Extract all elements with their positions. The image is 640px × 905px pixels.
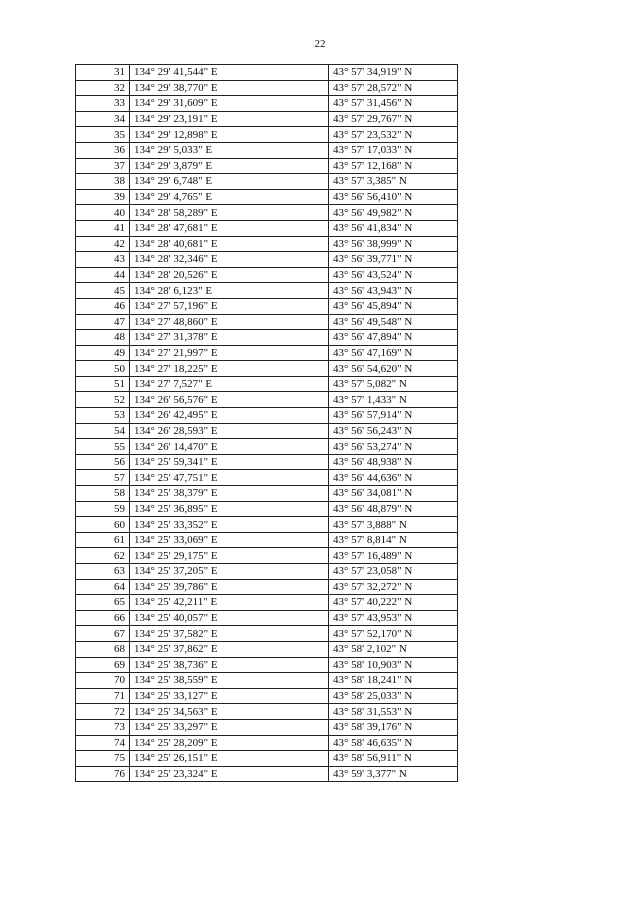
longitude-cell: 134° 29' 31,609" E (130, 96, 329, 112)
point-number-cell: 39 (76, 189, 130, 205)
table-row (76, 517, 458, 533)
latitude-cell: 43° 56' 48,938" N (329, 454, 458, 470)
latitude-cell: 43° 56' 44,636" N (329, 470, 458, 486)
point-number-cell: 62 (76, 548, 130, 564)
point-number-cell: 40 (76, 205, 130, 221)
longitude-cell: 134° 28' 47,681" E (130, 220, 329, 236)
table-row (76, 220, 458, 236)
point-number-cell: 44 (76, 267, 130, 283)
latitude-cell: 43° 57' 16,489" N (329, 548, 458, 564)
longitude-cell: 134° 28' 40,681" E (130, 236, 329, 252)
point-number-cell: 65 (76, 595, 130, 611)
latitude-cell: 43° 56' 47,894" N (329, 330, 458, 346)
table-row (76, 454, 458, 470)
longitude-cell: 134° 25' 38,379" E (130, 486, 329, 502)
table-row (76, 595, 458, 611)
point-number-cell: 43 (76, 252, 130, 268)
latitude-cell: 43° 56' 39,771" N (329, 252, 458, 268)
latitude-cell: 43° 57' 32,272" N (329, 579, 458, 595)
latitude-cell: 43° 57' 5,082" N (329, 376, 458, 392)
table-row (76, 673, 458, 689)
latitude-cell: 43° 56' 56,243" N (329, 423, 458, 439)
longitude-cell: 134° 27' 48,860" E (130, 314, 329, 330)
table-row (76, 688, 458, 704)
longitude-cell: 134° 25' 42,211" E (130, 595, 329, 611)
latitude-cell: 43° 59' 3,377" N (329, 766, 458, 782)
point-number-cell: 50 (76, 361, 130, 377)
latitude-cell: 43° 57' 34,919" N (329, 65, 458, 81)
table-row (76, 751, 458, 767)
latitude-cell: 43° 58' 10,903" N (329, 657, 458, 673)
point-number-cell: 74 (76, 735, 130, 751)
point-number-cell: 51 (76, 376, 130, 392)
table-row (76, 704, 458, 720)
table-row (76, 501, 458, 517)
table-row (76, 127, 458, 143)
point-number-cell: 76 (76, 766, 130, 782)
latitude-cell: 43° 57' 1,433" N (329, 392, 458, 408)
longitude-cell: 134° 27' 7,527" E (130, 376, 329, 392)
table-row (76, 96, 458, 112)
latitude-cell: 43° 57' 23,058" N (329, 564, 458, 580)
point-number-cell: 70 (76, 673, 130, 689)
point-number-cell: 72 (76, 704, 130, 720)
latitude-cell: 43° 57' 23,532" N (329, 127, 458, 143)
point-number-cell: 42 (76, 236, 130, 252)
latitude-cell: 43° 56' 43,524" N (329, 267, 458, 283)
point-number-cell: 35 (76, 127, 130, 143)
latitude-cell: 43° 58' 31,553" N (329, 704, 458, 720)
table-row (76, 205, 458, 221)
longitude-cell: 134° 29' 23,191" E (130, 111, 329, 127)
point-number-cell: 58 (76, 486, 130, 502)
latitude-cell: 43° 56' 47,169" N (329, 345, 458, 361)
longitude-cell: 134° 25' 33,069" E (130, 532, 329, 548)
table-row (76, 564, 458, 580)
table-row (76, 439, 458, 455)
table-row (76, 361, 458, 377)
longitude-cell: 134° 26' 42,495" E (130, 408, 329, 424)
latitude-cell: 43° 57' 43,953" N (329, 610, 458, 626)
table-row (76, 532, 458, 548)
latitude-cell: 43° 56' 56,410" N (329, 189, 458, 205)
table-row (76, 80, 458, 96)
point-number-cell: 37 (76, 158, 130, 174)
latitude-cell: 43° 57' 12,168" N (329, 158, 458, 174)
table-row (76, 174, 458, 190)
latitude-cell: 43° 56' 53,274" N (329, 439, 458, 455)
longitude-cell: 134° 26' 28,593" E (130, 423, 329, 439)
point-number-cell: 31 (76, 65, 130, 81)
latitude-cell: 43° 56' 54,620" N (329, 361, 458, 377)
point-number-cell: 54 (76, 423, 130, 439)
longitude-cell: 134° 29' 38,770" E (130, 80, 329, 96)
page-number: 22 (314, 38, 326, 50)
latitude-cell: 43° 57' 3,385" N (329, 174, 458, 190)
longitude-cell: 134° 25' 34,563" E (130, 704, 329, 720)
table-row (76, 641, 458, 657)
point-number-cell: 38 (76, 174, 130, 190)
table-row (76, 158, 458, 174)
longitude-cell: 134° 29' 12,898" E (130, 127, 329, 143)
point-number-cell: 73 (76, 719, 130, 735)
latitude-cell: 43° 58' 56,911" N (329, 751, 458, 767)
point-number-cell: 66 (76, 610, 130, 626)
point-number-cell: 33 (76, 96, 130, 112)
latitude-cell: 43° 57' 17,033" N (329, 142, 458, 158)
latitude-cell: 43° 58' 18,241" N (329, 673, 458, 689)
longitude-cell: 134° 29' 3,879" E (130, 158, 329, 174)
point-number-cell: 34 (76, 111, 130, 127)
point-number-cell: 49 (76, 345, 130, 361)
longitude-cell: 134° 25' 37,205" E (130, 564, 329, 580)
table-row (76, 267, 458, 283)
point-number-cell: 53 (76, 408, 130, 424)
longitude-cell: 134° 25' 37,862" E (130, 641, 329, 657)
table-row (76, 392, 458, 408)
longitude-cell: 134° 26' 14,470" E (130, 439, 329, 455)
longitude-cell: 134° 26' 56,576" E (130, 392, 329, 408)
longitude-cell: 134° 25' 39,786" E (130, 579, 329, 595)
point-number-cell: 47 (76, 314, 130, 330)
longitude-cell: 134° 25' 59,341" E (130, 454, 329, 470)
longitude-cell: 134° 25' 26,151" E (130, 751, 329, 767)
longitude-cell: 134° 28' 6,123" E (130, 283, 329, 299)
table-row (76, 142, 458, 158)
longitude-cell: 134° 25' 38,559" E (130, 673, 329, 689)
point-number-cell: 45 (76, 283, 130, 299)
longitude-cell: 134° 25' 40,057" E (130, 610, 329, 626)
point-number-cell: 60 (76, 517, 130, 533)
latitude-cell: 43° 56' 49,548" N (329, 314, 458, 330)
table-row (76, 111, 458, 127)
latitude-cell: 43° 56' 43,943" N (329, 283, 458, 299)
longitude-cell: 134° 29' 4,765" E (130, 189, 329, 205)
longitude-cell: 134° 29' 41,544" E (130, 65, 329, 81)
longitude-cell: 134° 25' 33,297" E (130, 719, 329, 735)
longitude-cell: 134° 28' 58,289" E (130, 205, 329, 221)
point-number-cell: 52 (76, 392, 130, 408)
longitude-cell: 134° 28' 20,526" E (130, 267, 329, 283)
table-row (76, 486, 458, 502)
point-number-cell: 61 (76, 532, 130, 548)
table-row (76, 766, 458, 782)
table-row (76, 314, 458, 330)
latitude-cell: 43° 57' 29,767" N (329, 111, 458, 127)
latitude-cell: 43° 58' 39,176" N (329, 719, 458, 735)
latitude-cell: 43° 57' 52,170" N (329, 626, 458, 642)
latitude-cell: 43° 57' 8,814" N (329, 532, 458, 548)
longitude-cell: 134° 25' 38,736" E (130, 657, 329, 673)
latitude-cell: 43° 58' 46,635" N (329, 735, 458, 751)
table-row (76, 579, 458, 595)
latitude-cell: 43° 58' 2,102" N (329, 641, 458, 657)
latitude-cell: 43° 56' 45,894" N (329, 298, 458, 314)
table-row (76, 408, 458, 424)
table-row (76, 298, 458, 314)
table-row (76, 189, 458, 205)
longitude-cell: 134° 29' 6,748" E (130, 174, 329, 190)
point-number-cell: 63 (76, 564, 130, 580)
latitude-cell: 43° 56' 57,914" N (329, 408, 458, 424)
point-number-cell: 64 (76, 579, 130, 595)
table-row (76, 719, 458, 735)
latitude-cell: 43° 57' 40,222" N (329, 595, 458, 611)
point-number-cell: 68 (76, 641, 130, 657)
longitude-cell: 134° 25' 36,895" E (130, 501, 329, 517)
point-number-cell: 71 (76, 688, 130, 704)
table-row (76, 376, 458, 392)
latitude-cell: 43° 57' 3,888" N (329, 517, 458, 533)
latitude-cell: 43° 56' 34,081" N (329, 486, 458, 502)
latitude-cell: 43° 57' 31,456" N (329, 96, 458, 112)
longitude-cell: 134° 27' 21,997" E (130, 345, 329, 361)
point-number-cell: 59 (76, 501, 130, 517)
latitude-cell: 43° 56' 38,999" N (329, 236, 458, 252)
table-row (76, 252, 458, 268)
point-number-cell: 67 (76, 626, 130, 642)
table-row (76, 735, 458, 751)
point-number-cell: 32 (76, 80, 130, 96)
longitude-cell: 134° 27' 57,196" E (130, 298, 329, 314)
table-row (76, 236, 458, 252)
point-number-cell: 46 (76, 298, 130, 314)
table-row (76, 610, 458, 626)
point-number-cell: 57 (76, 470, 130, 486)
point-number-cell: 55 (76, 439, 130, 455)
point-number-cell: 69 (76, 657, 130, 673)
longitude-cell: 134° 25' 47,751" E (130, 470, 329, 486)
longitude-cell: 134° 27' 31,378" E (130, 330, 329, 346)
point-number-cell: 36 (76, 142, 130, 158)
latitude-cell: 43° 56' 41,834" N (329, 220, 458, 236)
table-row (76, 423, 458, 439)
longitude-cell: 134° 28' 32,346" E (130, 252, 329, 268)
point-number-cell: 56 (76, 454, 130, 470)
longitude-cell: 134° 25' 33,127" E (130, 688, 329, 704)
table-row (76, 345, 458, 361)
table-row (76, 657, 458, 673)
longitude-cell: 134° 25' 28,209" E (130, 735, 329, 751)
longitude-cell: 134° 25' 33,352" E (130, 517, 329, 533)
latitude-cell: 43° 56' 48,879" N (329, 501, 458, 517)
latitude-cell: 43° 56' 49,982" N (329, 205, 458, 221)
table-row (76, 330, 458, 346)
longitude-cell: 134° 25' 29,175" E (130, 548, 329, 564)
longitude-cell: 134° 25' 23,324" E (130, 766, 329, 782)
coordinates-table (75, 64, 458, 782)
longitude-cell: 134° 25' 37,582" E (130, 626, 329, 642)
table-row (76, 65, 458, 81)
coordinates-table-body (76, 65, 458, 782)
table-row (76, 470, 458, 486)
table-row (76, 548, 458, 564)
latitude-cell: 43° 57' 28,572" N (329, 80, 458, 96)
longitude-cell: 134° 27' 18,225" E (130, 361, 329, 377)
table-row (76, 626, 458, 642)
point-number-cell: 48 (76, 330, 130, 346)
point-number-cell: 41 (76, 220, 130, 236)
longitude-cell: 134° 29' 5,033" E (130, 142, 329, 158)
point-number-cell: 75 (76, 751, 130, 767)
table-row (76, 283, 458, 299)
latitude-cell: 43° 58' 25,033" N (329, 688, 458, 704)
